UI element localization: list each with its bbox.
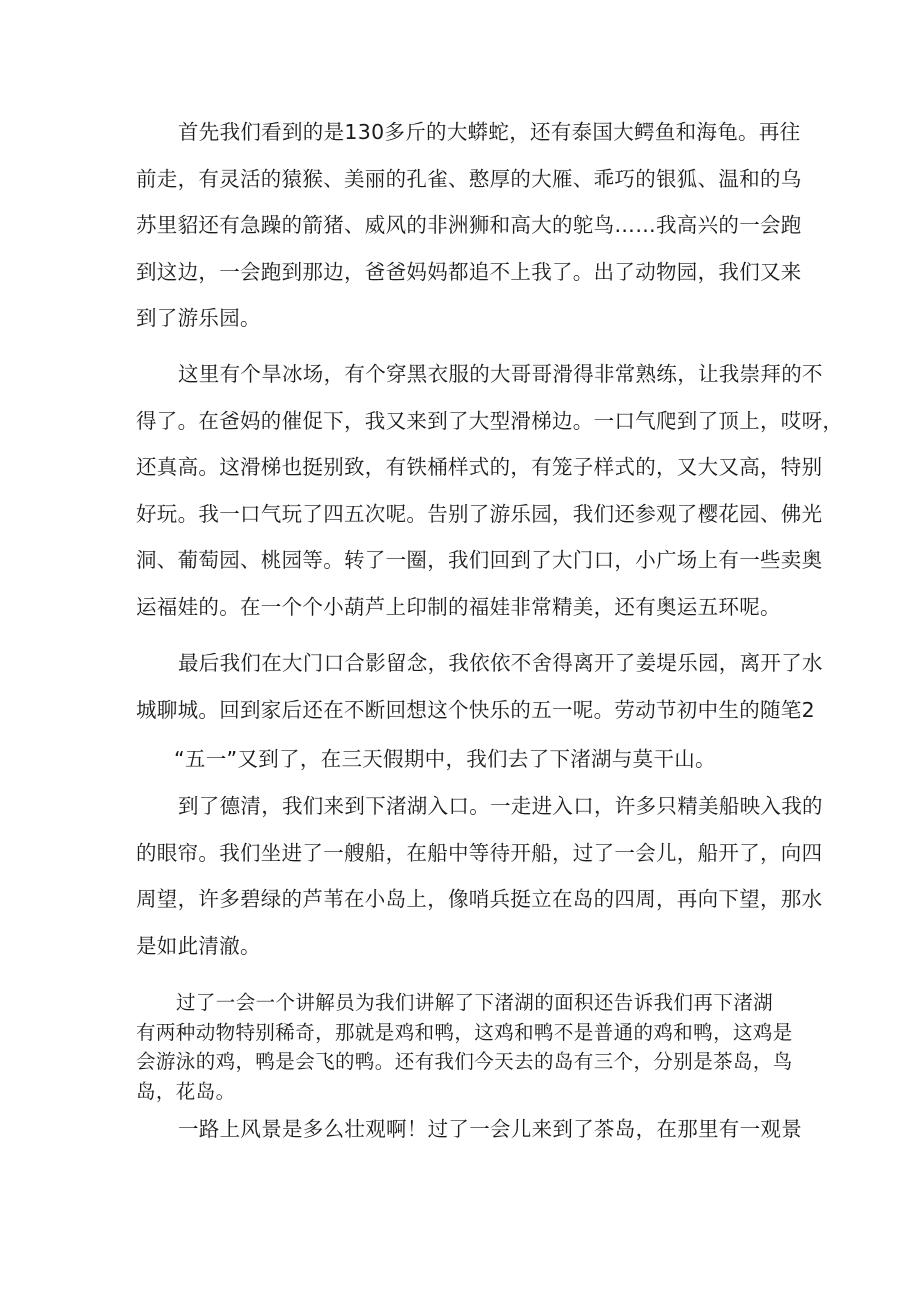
paragraph-line: 到这边，一会跑到那边，爸爸妈妈都追不上我了。出了动物园，我们又来 xyxy=(136,259,802,284)
paragraph-line: 最后我们在大门口合影留念，我依依不舍得离开了姜堤乐园，离开了水 xyxy=(178,651,823,675)
paragraph-amusement-park xyxy=(136,351,844,630)
paragraph-line: “五一”又到了，在三天假期中，我们去了下渚湖与莫干山。 xyxy=(174,747,716,771)
paragraph-line: 一路上风景是多么壮观啊！过了一会儿来到了茶岛，在那里有一观景 xyxy=(178,1117,802,1141)
paragraph-line: 有两种动物特别稀奇，那就是鸡和鸭，这鸡和鸭不是普通的鸡和鸭，这鸡是 xyxy=(136,1020,793,1044)
paragraph-line: 前走，有灵活的猿猴、美丽的孔雀、憨厚的大雁、乖巧的银狐、温和的乌 xyxy=(136,166,802,191)
paragraph-line: 苏里貂还有急躁的箭猪、威风的非洲狮和高大的鸵鸟……我高兴的一会跑 xyxy=(136,213,802,237)
paragraph-may-day xyxy=(136,736,786,783)
paragraph-zoo xyxy=(136,109,802,342)
paragraph-line: 城聊城。回到家后还在不断回想这个快乐的五一呢。劳动节初中生的随笔2 xyxy=(136,697,815,722)
paragraph-guide xyxy=(136,988,793,1106)
paragraph-lake-entrance xyxy=(136,783,823,969)
paragraph-line: 到了游乐园。 xyxy=(136,306,261,330)
paragraph-line: 洞、葡萄园、桃园等。转了一圈，我们回到了大门口，小广场上有一些卖奥 xyxy=(136,548,823,572)
paragraph-line: 是如此清澈。 xyxy=(136,933,261,958)
paragraph-line: 的眼帘。我们坐进了一艘船，在船中等待开船，过了一会儿，船开了，向四 xyxy=(136,840,823,865)
paragraph-line: 还真高。这滑梯也挺别致，有铁桶样式的，有笼子样式的，又大又高，特别 xyxy=(136,455,823,479)
paragraph-line: 这里有个旱冰场，有个穿黑衣服的大哥哥滑得非常熟练，让我崇拜的不 xyxy=(178,362,823,386)
paragraph-farewell xyxy=(136,640,823,733)
paragraph-line: 得了。在爸妈的催促下，我又来到了大型滑梯边。一口气爬到了顶上，哎呀， xyxy=(136,408,844,433)
paragraph-line: 首先我们看到的是130多斤的大蟒蛇，还有泰国大鳄鱼和海龟。再往 xyxy=(178,120,801,144)
paragraph-line: 运福娃的。在一个个小葫芦上印制的福娃非常精美，还有奥运五环呢。 xyxy=(136,594,781,619)
paragraph-line: 岛，花岛。 xyxy=(136,1079,236,1103)
paragraph-line: 过了一会一个讲解员为我们讲解了下渚湖的面积还告诉我们再下渚湖 xyxy=(176,991,774,1014)
paragraph-tea-island xyxy=(136,1106,802,1153)
paragraph-line: 到了德清，我们来到下渚湖入口。一走进入口，许多只精美船映入我的 xyxy=(178,794,823,818)
paragraph-line: 周望，许多碧绿的芦苇在小岛上，像哨兵挺立在岛的四周，再向下望，那水 xyxy=(136,887,823,911)
paragraph-line: 会游泳的鸡，鸭是会飞的鸭。还有我们今天去的岛有三个，分别是茶岛，鸟 xyxy=(136,1050,793,1073)
paragraph-line: 好玩。我一口气玩了四五次呢。告别了游乐园，我们还参观了樱花园、佛光 xyxy=(136,501,823,526)
